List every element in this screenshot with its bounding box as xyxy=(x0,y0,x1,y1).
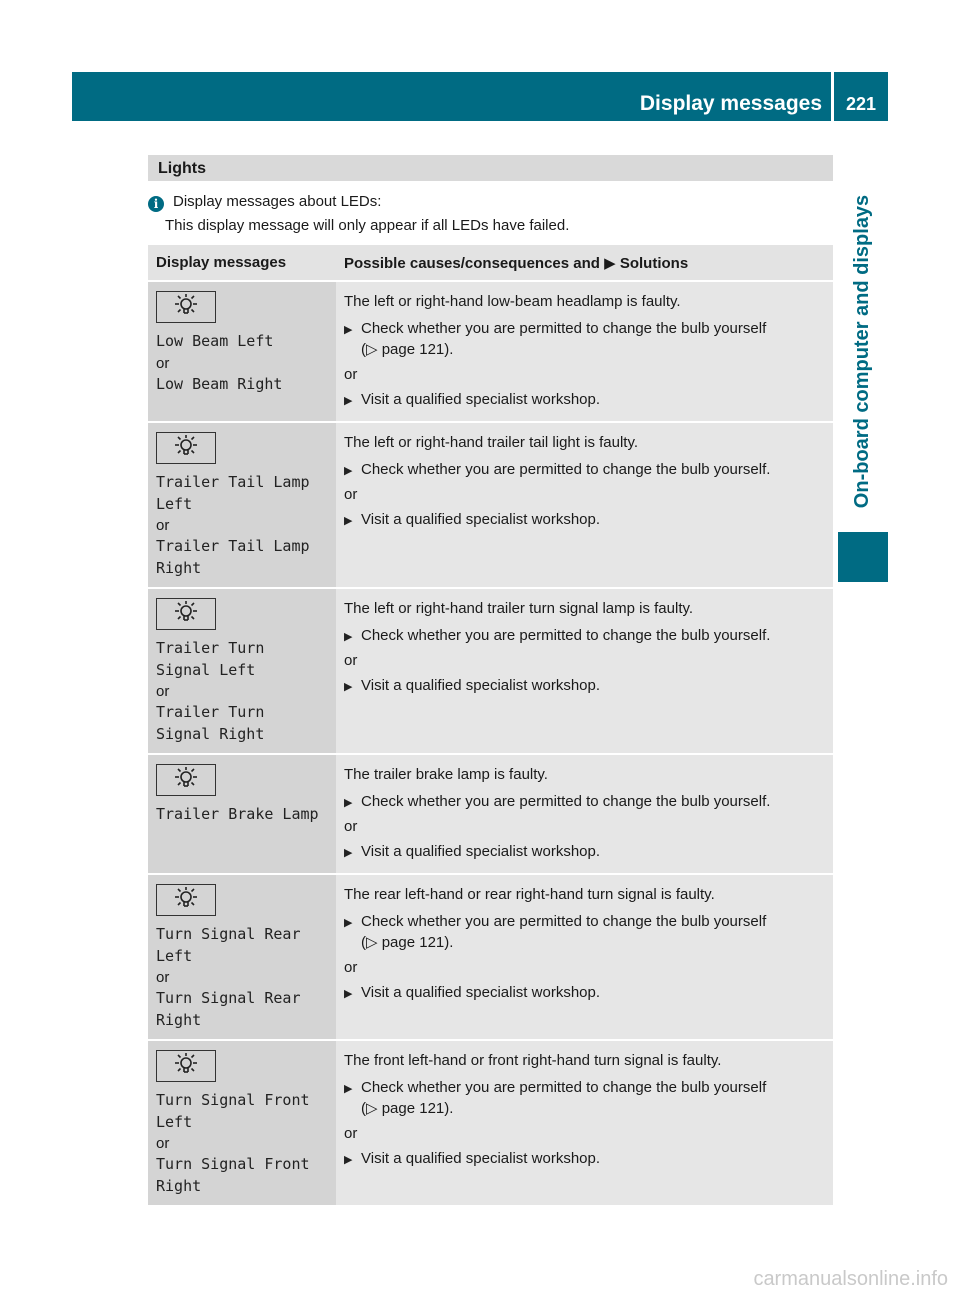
solution-cell xyxy=(336,1040,833,1206)
or-separator: or xyxy=(156,969,170,986)
step-arrow-icon: ▶ xyxy=(344,465,353,477)
step-item xyxy=(344,841,825,862)
cause-text: The left or right-hand trailer tail light is faulty. xyxy=(344,434,639,451)
display-message-text: Low Beam Right xyxy=(156,374,283,393)
table-row xyxy=(148,281,833,422)
step-arrow-icon: ▶ xyxy=(344,797,353,809)
display-message-text: Signal Right xyxy=(156,724,265,743)
chapter-tab[interactable] xyxy=(838,121,888,582)
cause-text: The front left-hand or front right-hand turn signal is faulty. xyxy=(344,1052,722,1069)
bulb-icon xyxy=(171,433,201,464)
message-cell xyxy=(148,1040,336,1206)
solution-cell xyxy=(336,281,833,422)
cause-text: The trailer brake lamp is faulty. xyxy=(344,766,548,783)
or-separator: or xyxy=(344,818,358,835)
display-message-text: Turn Signal Front xyxy=(156,1155,310,1173)
or-separator: or xyxy=(156,354,170,372)
page-title: Display messages xyxy=(639,92,822,115)
step-arrow-icon: ▶ xyxy=(344,917,353,929)
info-line-1: Display messages about LEDs: xyxy=(173,193,382,210)
bulb-icon xyxy=(171,599,201,630)
page-number: 221 xyxy=(845,94,877,114)
table-row xyxy=(148,422,833,588)
message-cell xyxy=(148,874,336,1040)
table-row xyxy=(148,874,833,1040)
step-item xyxy=(344,1077,825,1119)
display-message-text: Trailer Turn xyxy=(156,639,265,657)
step-text: Check whether you are permitted to change the bulb yourself xyxy=(361,320,767,337)
table-row xyxy=(148,588,833,754)
step-item xyxy=(344,911,825,953)
display-message-text: Left xyxy=(156,1112,193,1131)
or-separator: or xyxy=(344,1125,358,1142)
step-arrow-icon: ▶ xyxy=(344,1083,353,1095)
display-message-text: Turn Signal Front xyxy=(156,1091,310,1109)
step-text: Visit a qualified specialist workshop. xyxy=(361,677,601,694)
step-arrow-icon: ▶ xyxy=(344,681,353,693)
chapter-tab-label: On-board computer and displays xyxy=(851,194,874,509)
display-message-text: Signal Left xyxy=(156,660,256,679)
solution-cell xyxy=(336,754,833,874)
column-header-causes xyxy=(336,245,833,281)
display-message-text: Right xyxy=(156,558,202,577)
arrow-right-icon: ▶ xyxy=(604,254,616,272)
column-header-causes-label: Possible causes/consequences and xyxy=(344,254,600,272)
section-heading: Lights xyxy=(148,155,833,181)
display-messages-table xyxy=(148,245,833,1207)
table-header-row xyxy=(148,245,833,281)
message-cell xyxy=(148,754,336,874)
step-text: Check whether you are permitted to change the bulb yourself. xyxy=(361,793,771,810)
bulb-icon xyxy=(171,885,201,916)
lamp-indicator xyxy=(156,432,216,464)
watermark: carmanualsonline.info xyxy=(753,1268,948,1290)
step-arrow-icon: ▶ xyxy=(344,847,353,859)
message-cell xyxy=(148,281,336,422)
table-row xyxy=(148,1040,833,1206)
display-message-text: Turn Signal Rear xyxy=(156,925,301,943)
step-arrow-icon: ▶ xyxy=(344,395,353,407)
lamp-indicator xyxy=(156,884,216,916)
display-message-text: Turn Signal Rear xyxy=(156,989,301,1007)
message-cell xyxy=(148,422,336,588)
or-separator: or xyxy=(344,959,358,976)
or-separator: or xyxy=(344,652,358,669)
cause-text: The rear left-hand or rear right-hand turn signal is faulty. xyxy=(344,886,715,903)
step-arrow-icon: ▶ xyxy=(344,324,353,336)
display-message-text: Trailer Brake Lamp xyxy=(156,805,319,823)
step-text: Check whether you are permitted to change the bulb yourself. xyxy=(361,627,771,644)
or-separator: or xyxy=(156,683,170,700)
info-icon: i xyxy=(148,196,164,212)
page-reference[interactable]: (▷ page 121). xyxy=(361,1100,454,1117)
step-text: Visit a qualified specialist workshop. xyxy=(361,391,601,408)
or-separator: or xyxy=(344,366,358,383)
page-reference[interactable]: (▷ page 121). xyxy=(361,934,454,951)
lamp-indicator xyxy=(156,291,216,323)
step-item xyxy=(344,389,825,410)
display-message-text: Right xyxy=(156,1010,202,1029)
chapter-tab-marker xyxy=(838,532,888,582)
step-item xyxy=(344,982,825,1003)
info-note xyxy=(148,190,833,238)
display-message-text: Left xyxy=(156,946,193,965)
column-header-solutions-label: Solutions xyxy=(619,254,689,272)
step-arrow-icon: ▶ xyxy=(344,988,353,1000)
or-separator: or xyxy=(344,486,358,503)
message-cell xyxy=(148,588,336,754)
info-line-2: This display message will only appear if all LEDs have failed. xyxy=(165,217,570,234)
solution-cell xyxy=(336,588,833,754)
step-item xyxy=(344,318,825,360)
cause-text: The left or right-hand trailer turn signal lamp is faulty. xyxy=(344,600,694,617)
display-message-text: Trailer Tail Lamp xyxy=(156,537,310,555)
step-text: Check whether you are permitted to change the bulb yourself xyxy=(361,1079,767,1096)
step-item xyxy=(344,791,825,812)
step-text: Check whether you are permitted to change the bulb yourself xyxy=(361,913,767,930)
column-header-messages: Display messages xyxy=(148,245,336,281)
display-message-text: Left xyxy=(156,494,193,513)
step-item xyxy=(344,675,825,696)
step-item xyxy=(344,1148,825,1169)
step-item xyxy=(344,625,825,646)
or-separator: or xyxy=(156,1135,170,1152)
lamp-indicator xyxy=(156,1050,216,1082)
step-text: Visit a qualified specialist workshop. xyxy=(361,843,601,860)
lamp-indicator xyxy=(156,764,216,796)
table-row xyxy=(148,754,833,874)
step-arrow-icon: ▶ xyxy=(344,631,353,643)
display-message-text: Trailer Tail Lamp xyxy=(156,473,310,491)
page-reference[interactable]: (▷ page 121). xyxy=(361,341,454,358)
display-message-text: Right xyxy=(156,1176,202,1195)
step-text: Visit a qualified specialist workshop. xyxy=(361,984,601,1001)
or-separator: or xyxy=(156,517,170,534)
display-message-text: Trailer Turn xyxy=(156,703,265,721)
step-arrow-icon: ▶ xyxy=(344,1154,353,1166)
step-text: Check whether you are permitted to change the bulb yourself. xyxy=(361,461,771,478)
step-arrow-icon: ▶ xyxy=(344,515,353,527)
solution-cell xyxy=(336,422,833,588)
step-item xyxy=(344,509,825,530)
step-text: Visit a qualified specialist workshop. xyxy=(361,511,601,528)
step-item xyxy=(344,459,825,480)
lamp-indicator xyxy=(156,598,216,630)
solution-cell xyxy=(336,874,833,1040)
step-text: Visit a qualified specialist workshop. xyxy=(361,1150,601,1167)
bulb-icon xyxy=(171,1051,201,1082)
bulb-icon xyxy=(171,292,201,323)
bulb-icon xyxy=(171,765,201,796)
display-message-text: Low Beam Left xyxy=(156,332,274,350)
cause-text: The left or right-hand low-beam headlamp is faulty. xyxy=(344,293,681,310)
